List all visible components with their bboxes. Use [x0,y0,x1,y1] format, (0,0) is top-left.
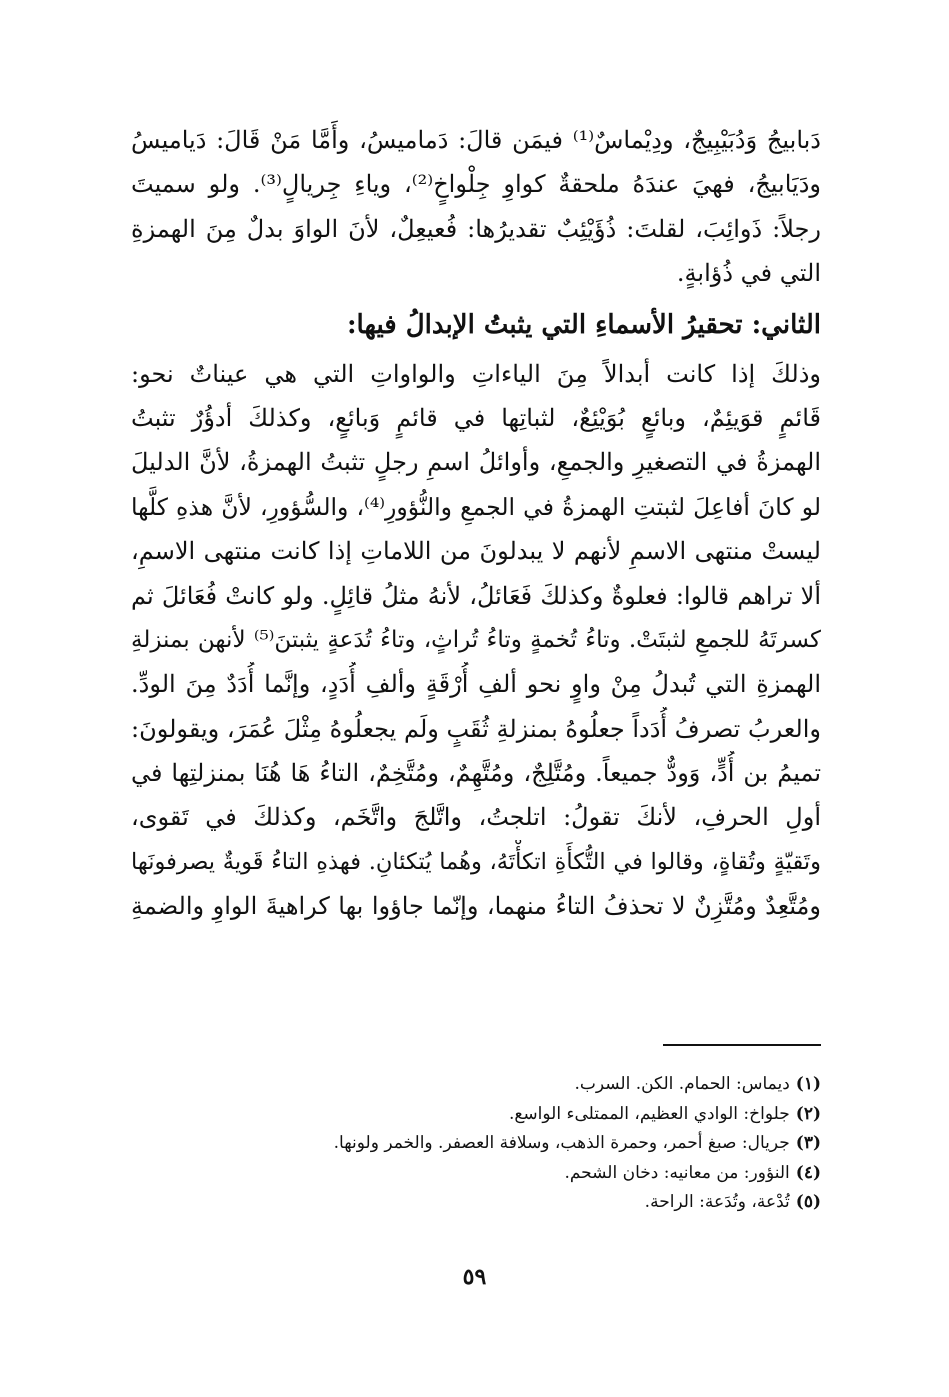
text-line: وتَقيّةٍ وتُقاةٍ، وقالوا في التُّكأَةِ اتكأْتَهُ، وهُما يُتكئانِ. فهذهِ التاءُ قَويةٌ يصرفونَها [131,848,821,875]
text-line: ليستْ منتهى الاسمِ لأنهم لا يبدلونَ من اللاماتِ إذا كانت منتهى الاسمِ، [131,537,821,566]
section-heading: الثاني: تحقيرُ الأسماءِ التي يثبتُ الإبدالُ فيها: [346,309,821,340]
footnote [121,1188,821,1218]
main-text [131,118,821,929]
text-line: الهمزةُ في التصغيرِ والجمعِ، وأوائلُ اسمِ رجلٍ تثبتُ الهمزةُ، لأنَّ الدليلَ [131,448,821,477]
text-line: ودَيَابيجُ، فهيَ عندَهُ ملحقةٌ كواوِ جِلْواخٍ⁽²⁾، وياءِ جِريالٍ⁽³⁾. ولو سميتَ [131,170,821,199]
text-line: الهمزةِ التي تُبدلُ مِنْ واوٍ نحو ألفِ أُرْقَةٍ وألفِ أُدَدٍ، وإنَّما أُدَدٌ مِنَ الودِّ. [131,670,821,699]
footnote [121,1129,821,1159]
text-line: تميمُ بن أُدٍّ، وَودٌّ جميعاً. ومُتَّلِجٌ، ومُتَّهِمٌ، ومُتَّخِمٌ، التاءُ هَا هُنَا بمنزلتِها في [131,759,821,788]
footnote-number: (٤) [795,1162,821,1183]
text-line: التي في ذُؤابةٍ. [676,259,821,288]
footnote-number: (١) [795,1074,821,1094]
text-line: ومُتَّعِدٌ ومُتَّزِنٌ لا تحذفُ التاءُ منهما، وإنّما جاؤوا بها كراهيةَ الواوِ والضمةِ [131,892,821,921]
paragraph-1 [131,118,821,296]
text-line: قَائمٍ قوَيئِمٌ، وبائعٍ بُوَيْئِعٌ، لثباتِها في قائمٍ وَبائعٍ، وكذلكَ أدؤُرٌ تثبتُ [131,403,821,432]
footnote-text: جلواخ: الوادي العظيم، الممتلىء الواسع. [508,1103,790,1124]
footnote-separator [663,1044,821,1046]
footnote-number: (٢) [795,1103,821,1124]
footnote-text: تُدْعة، وتُدَعة: الراحة. [644,1192,790,1213]
text-line: رجلاً: ذَوائِبَ، لقلتَ: ذُؤَيْئِبٌ تقديرُها: فُعيعِلٌ، لأنَ الواوَ بدلٌ مِنَ الهمزةِ [131,214,821,243]
text-line: دَبابيجُ وَدُبَيْبِيجٌ، ودِيْماسٌ⁽¹⁾ فيمَن قالَ: دَماميسُ، وأَمَّا مَنْ قَالَ: دَياميسُ [131,126,821,154]
text-line: لو كانَ أفاعِلَ لثبتتِ الهمزةُ في الجمعِ والنُّؤورِ⁽⁴⁾، والسُّؤورِ، لأنَّ هذهِ كلَّها [131,492,821,521]
footnote [121,1100,821,1130]
paragraph-2 [131,352,821,929]
text-line: وذلكَ إذا كانت أبدالاً مِنَ الياءاتِ والواواتِ التي هي عيناتٌ نحو: [131,359,821,388]
footnotes [121,1070,821,1218]
text-line: كسرتَهُ للجمعِ لثبتَتْ. وتاءُ تُخمةٍ وتاءُ تُراثٍ، وتاءُ تُدَعةٍ يثبتنَ⁽⁵⁾ لأنهن بمنزلةِ [131,626,821,653]
footnote-text: جريال: صبغ أحمر، وحمرة الذهب، وسلافة العصفر. والخمر ولونها. [333,1133,790,1154]
footnote-number: (٣) [795,1133,821,1154]
footnote-text: النؤور: من معانيه: دخان الشحم. [564,1162,790,1183]
footnote-text: ديماس: الحمام. الكن. السرب. [574,1074,790,1094]
footnote [121,1070,821,1100]
text-line: والعربُ تصرفُ أُدَداً جعلُوهُ بمنزلةِ ثُقَبٍ ولَم يجعلُوهُ مِثْلَ عُمَرَ، ويقولونَ: [131,714,821,743]
footnote [121,1159,821,1189]
footnote-number: (٥) [795,1192,821,1213]
text-line: ألا تراهم قالوا: فعلوةٌ وكذلكَ فَعَائلُ، لأنهُ مثلُ قائِلٍ. ولو كانتْ فُعَائلَ ثم [131,581,821,610]
text-line: أولِ الحرفِ، لأنكَ تقولُ: اتلجتُ، واتَّلجَ واتَّخَم، وكذلكَ في تَقوى، [131,803,821,832]
page-number: ٥٩ [462,1264,487,1290]
